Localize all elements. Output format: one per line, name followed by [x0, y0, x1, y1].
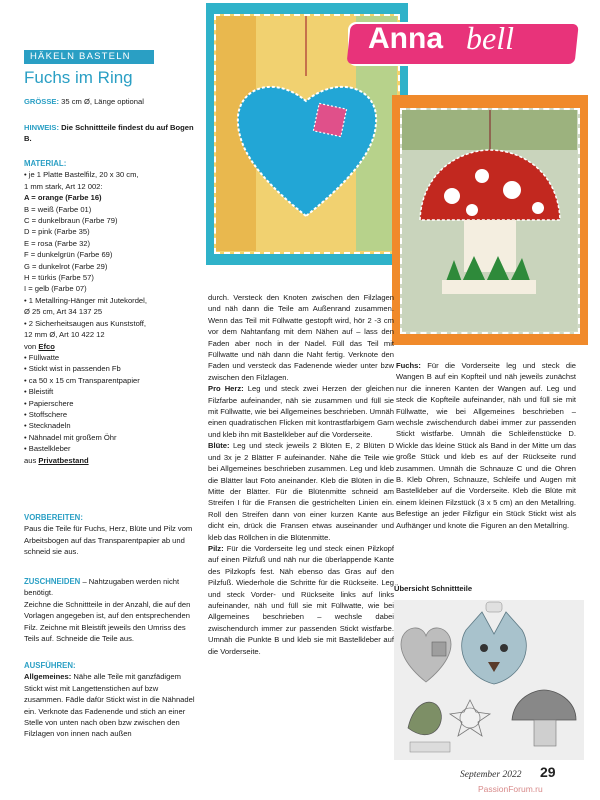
- heart-label: Pro Herz:: [208, 384, 244, 394]
- execute-block: [24, 660, 196, 740]
- execute-heading: AUSFÜHREN:: [24, 661, 76, 670]
- mushroom-photo: [400, 108, 580, 334]
- brand-logo: [344, 12, 590, 72]
- fox-label: Fuchs:: [396, 361, 421, 370]
- prepare-text: Paus die Teile für Fuchs, Herz, Blüte und Pilz vom Arbeitsbogen auf das Transparentpapier ab und schneid sie aus.: [24, 524, 193, 557]
- cut-block: [24, 576, 196, 644]
- mushroom-label: Pilz:: [208, 543, 224, 553]
- hint-label: HINWEIS:: [24, 123, 60, 132]
- brand-word-1: Anna: [368, 22, 443, 55]
- flower-label: Blüte:: [208, 441, 230, 451]
- tool-item: • Papierschere: [24, 398, 74, 408]
- general-text: Nähe alle Teile mit ganzfädigem Stickt wist mit Langettenstichen auf bzw zusammen. Fädle dafür Stickt wist in die Nähnadel ein. Verknote das Fadenende und stich an einer Stelle von unten nach oben bzw zwischen den Filzlagen von innen nach außen: [24, 672, 195, 739]
- material-line: H = türkis (Farbe 57): [24, 273, 94, 283]
- prepare-block: [24, 512, 196, 558]
- tool-item: • Stoffschere: [24, 409, 68, 419]
- material-line: Ø 25 cm, Art 34 137 25: [24, 307, 103, 317]
- von-brand: Efco: [38, 341, 55, 351]
- material-line: C = dunkelbraun (Farbe 79): [24, 216, 118, 226]
- cut-heading: ZUSCHNEIDEN: [24, 577, 81, 586]
- flower-text: Leg und steck jeweils 2 Blüten E, 2 Blüten D und 3x je 2 Blätter F aufeinander. Nähe die Teile wie bei Allgemeines beschrieben zusammen. Leg und kleb die Blätter laut Foto aneinander. Kleb die Blüten in die Mitte der Blätter. Für die Blütenmitte schneid am Streifen I für die Fransen die gestrichelten Linien ein. Roll den Streifen dann von einer kurzen Kante aus dicht ein, drück die Fransen etwas auseinander und kleb das Röllchen in die Blütenmitte.: [208, 441, 394, 542]
- aus-line: [24, 455, 196, 466]
- material-line: A = orange (Farbe 16): [24, 193, 102, 203]
- material-heading: MATERIAL:: [24, 159, 67, 168]
- size-text: 35 cm Ø, Länge optional: [61, 97, 144, 106]
- brand-word-2: bell: [466, 20, 514, 56]
- tool-item: • ca 50 x 15 cm Transparentpapier: [24, 375, 140, 385]
- mushroom-text: Für die Vorderseite leg und steck einen Pilzkopf auf einen Pilzfuß und näh nur die überlappende Kante des Pilzkopfs fest. Näh ebenso das Gras auf den Pilzfuß. Wiederhole die Schritte für die Rückseite. Leg und steck Vorder- und Rückseite links auf links aufeinander, näh und füll sie mit Füllwatte, wie bei Allgemeines beschrieben – wechsle dabei zwischendurch immer zur passenden Stickt wistfarbe. Umnäh die Punkte B und kleb sie mit Bastelkleber auf die Vorderseite.: [208, 543, 394, 656]
- material-line: • 2 Sicherheitsaugen aus Kunststoff,: [24, 318, 146, 328]
- watermark-text: PassionForum.ru: [478, 784, 543, 794]
- material-line: E = rosa (Farbe 32): [24, 238, 91, 248]
- material-line: F = dunkelgrün (Farbe 69): [24, 250, 113, 260]
- size-label: GRÖSSE:: [24, 97, 60, 106]
- material-line: G = dunkelrot (Farbe 29): [24, 261, 108, 271]
- middle-column: [208, 292, 394, 657]
- tool-item: • Bleistift: [24, 387, 54, 397]
- pattern-overview: [394, 600, 584, 760]
- fox-text: Für die Vorderseite leg und steck die Wangen B auf ein Kopfteil und näh jeweils zunächst nur die inneren Kanten der Wangen auf. Leg und steck die Kopfteile aufeinander, näh und füll sie mit Füllwatte, wie bei Allgemeines beschrieben – wechsle zwischendurch dabei immer zur passenden Stickt wistfarbe. Umnäh die Schleifenstücke D. Wickle das kleine Stück als Band in der Mitte um das große Stück und kleb es auf der Rückseite rund zusammen. Umnäh die Schnauze C und die Ohren B. Kleb Ohren, Schnauze, Schleife und Augen mit Bastelkleber auf die Vorderseite. Kleb die Blüte mit einem kleinen Filzstück (3 x 5 cm) an den Metallring. Befestige an jeder Filzfigur ein Stück Stickt wist als Aufhänger und knote die Figuren an den Metallring.: [396, 361, 576, 530]
- middle-intro: durch. Versteck den Knoten zwischen den Filzlagen und näh dann die Teile am Außenrand zusammen. Wenn das Teil mit Füllwatte gestopft wird, hör 2 -3 cm vor dem Nahtanfang mit dem Nähen auf – lass den Faden aber noch in der Nadel. Füll das Teil mit Füllwatte und näh dann die Naht fertig. Verknote den Faden und versteck das Fadenende wieder unter bzw zwischen den Filzlagen.: [208, 293, 394, 382]
- hint-text: Die Schnittteile findest du auf Bogen B.: [24, 123, 194, 144]
- category-tag: HÄKELN BASTELN: [24, 50, 154, 64]
- tool-item: • Füllwatte: [24, 352, 60, 362]
- tool-item: • Bastelkleber: [24, 444, 71, 454]
- tool-item: • Stecknadeln: [24, 421, 71, 431]
- page-number: 29: [540, 764, 556, 780]
- tool-item: • Stickt wist in passenden Fb: [24, 364, 121, 374]
- cut-text: Zeichne die Schnittteile in der Anzahl, die auf den Vorlagen angegeben ist, auf den entsprechenden Filz. Zeichne mit Bleistift jeweils den Umriss des Teils auf. Schneide die Teile aus.: [24, 599, 191, 644]
- heart-text: Leg und steck zwei Herzen der gleichen Filzfarbe aufeinander, näh sie zusammen und füll sie mit Füllwatte, wie bei Allgemeines beschrieben. Umnäh einen quadratischen Flicken mit kontrastfarbigem Garn und kleb ihn mit Bastelkleber auf die Vorderseite.: [208, 384, 395, 439]
- hint-block: [24, 122, 196, 145]
- material-block: [24, 158, 196, 466]
- page-title: Fuchs im Ring: [24, 68, 133, 87]
- material-line: 12 mm Ø, Art 10 422 12: [24, 330, 105, 340]
- issue-date: September 2022: [460, 770, 522, 780]
- aus-brand: Privatbestand: [38, 455, 89, 465]
- von-line: [24, 341, 196, 352]
- size-line: [24, 96, 196, 107]
- pattern-overview-title: Übersicht Schnittteile: [394, 584, 473, 593]
- prepare-heading: VORBEREITEN:: [24, 513, 83, 522]
- general-label: Allgemeines:: [24, 672, 72, 682]
- von-label: von: [24, 341, 37, 351]
- pattern-pieces-illustration: [394, 600, 584, 760]
- material-line: D = pink (Farbe 35): [24, 227, 90, 237]
- tool-item: • Nähnadel mit großem Öhr: [24, 432, 117, 442]
- aus-label: aus: [24, 455, 37, 465]
- right-column: [396, 360, 576, 531]
- mushroom-illustration: [402, 110, 577, 331]
- material-line: • je 1 Platte Bastelfilz, 20 x 30 cm,: [24, 170, 139, 180]
- material-line: • 1 Metallring-Hänger mit Jutekordel,: [24, 295, 147, 305]
- material-line: B = weiß (Farbe 01): [24, 204, 92, 214]
- cut-intro: – Nahtzugaben werden nicht benötigt.: [24, 577, 180, 598]
- material-line: 1 mm stark, Art 12 002:: [24, 181, 103, 191]
- material-line: I = gelb (Farbe 07): [24, 284, 87, 294]
